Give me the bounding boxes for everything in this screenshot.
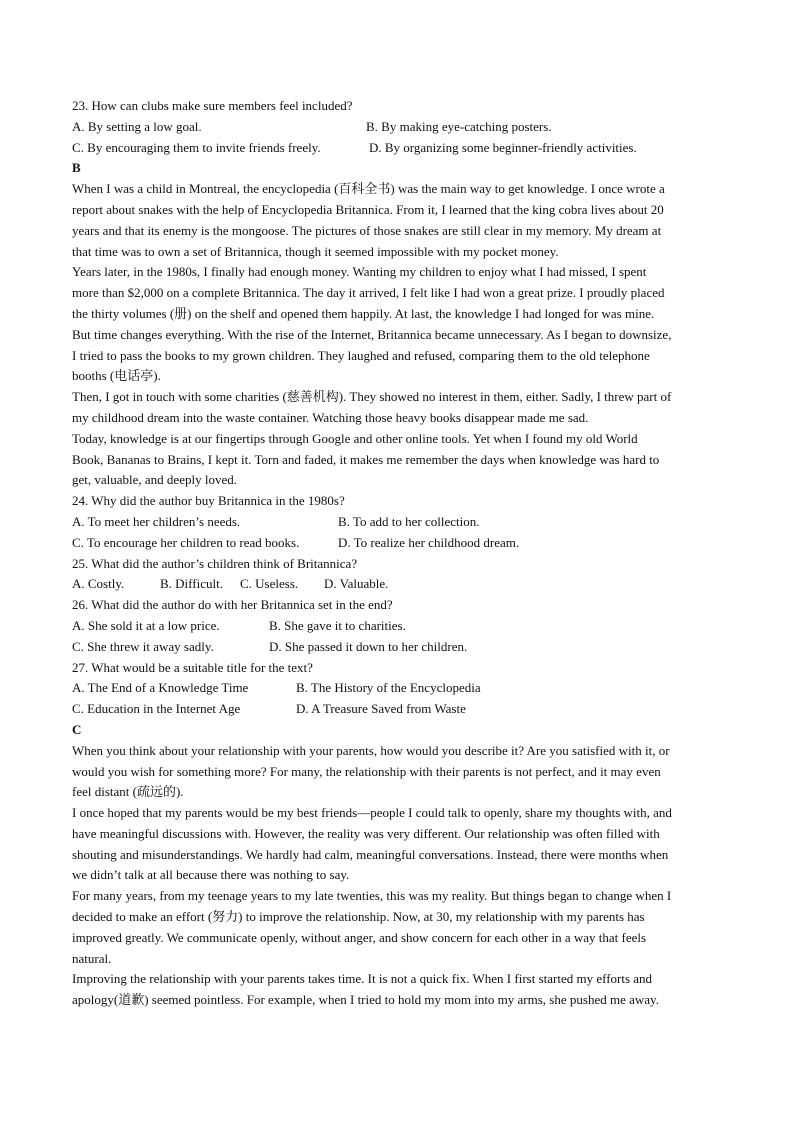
text-line: the thirty volumes (册) on the shelf and opened them happily. At last, the knowledge I had longed for was mine. [72,305,655,321]
section-c-letter: C [72,721,82,737]
q24-option-b: B. To add to her collection. [338,513,480,529]
q23-option-c: C. By encouraging them to invite friends freely. [72,139,321,155]
text-line: decided to make an effort (努力) to improve the relationship. Now, at 30, my relationship with my parents has [72,909,645,925]
section-c-paragraph-3 [72,886,722,969]
text-line: improved greatly. We communicate openly, without anger, and show concern for each other in a way that feels [72,929,647,945]
q25-option-d: D. Valuable. [324,576,389,592]
text-line: I tried to pass the books to my grown children. They laughed and refused, comparing them to the old telephone [72,347,650,363]
text-line: shouting and misunderstandings. We hardly had calm, meaningful conversations. Instead, there were months when [72,846,669,862]
q25-options-row [72,574,722,595]
q23-option-d: D. By organizing some beginner-friendly activities. [369,139,637,155]
text-line: that time was to own a set of Britannica, though it seemed impossible with my pocket money. [72,243,559,259]
section-b-letter: B [72,160,81,176]
section-b-paragraph-2 [72,262,722,387]
section-b-paragraph-1 [72,179,722,262]
question-26: 26. What did the author do with her Britannica set in the end? [72,597,393,613]
section-c-paragraph-1 [72,741,722,803]
text-line: would you wish for something more? For many, the relationship with their parents is not perfect, and it may even [72,763,661,779]
text-line: Years later, in the 1980s, I finally had enough money. Wanting my children to enjoy what I had missed, I spent [72,264,647,280]
text-line: Then, I got in touch with some charities (慈善机构). They showed no interest in them, either. Sadly, I threw part of [72,389,672,405]
text-line: I once hoped that my parents would be my best friends—people I could talk to openly, share my thoughts with, and [72,805,672,821]
q26-options-row-1 [72,616,722,637]
text-line: have meaningful discussions with. However, the reality was very different. Our relationship was often filled with [72,825,660,841]
q23-option-b: B. By making eye-catching posters. [366,118,552,134]
q23-options-row-2 [72,138,722,159]
text-line: Improving the relationship with your parents takes time. It is not a quick fix. When I first started my efforts and [72,971,653,987]
q24-option-a: A. To meet her children’s needs. [72,513,241,529]
q23-option-a: A. By setting a low goal. [72,118,202,134]
question-23: 23. How can clubs make sure members feel included? [72,98,353,113]
q24-options-row-2 [72,533,722,554]
q27-option-d: D. A Treasure Saved from Waste [296,701,466,717]
text-line: report about snakes with the help of Encyclopedia Britannica. From it, I learned that the king cobra lives about 20 [72,201,664,217]
text-line: When you think about your relationship with your parents, how would you describe it? Are you satisfied with it, or [72,742,670,758]
section-b-paragraph-3 [72,387,722,429]
question-24: 24. Why did the author buy Britannica in the 1980s? [72,493,345,509]
q26-option-b: B. She gave it to charities. [269,617,406,633]
text-line: For many years, from my teenage years to my late twenties, this was my reality. But things began to change when I [72,888,672,904]
text-line: natural. [72,950,112,966]
q24-option-c: C. To encourage her children to read books. [72,534,300,550]
q27-option-c: C. Education in the Internet Age [72,701,241,717]
q27-options-row-2 [72,699,722,720]
q25-option-c: C. Useless. [240,576,299,592]
question-25: 25. What did the author’s children think of Britannica? [72,555,358,571]
text-line: booths (电话亭). [72,368,161,384]
q25-option-a: A. Costly. [72,576,125,592]
text-line: we didn’t talk at all because there was nothing to say. [72,867,350,883]
q24-options-row-1 [72,512,722,533]
q27-options-row-1 [72,678,722,699]
q26-option-d: D. She passed it down to her children. [269,638,468,654]
text-line: my childhood dream into the waste container. Watching those heavy books disappear made me sad. [72,409,589,425]
text-line: Book, Bananas to Brains, I kept it. Torn and faded, it makes me remember the days when knowledge was hard to [72,451,660,467]
section-c-paragraph-2 [72,803,722,886]
section-b-paragraph-4 [72,429,722,491]
text-line: more than $2,000 on a complete Britannica. The day it arrived, I felt like I had won a great prize. I proudly placed [72,285,665,301]
q24-option-d: D. To realize her childhood dream. [338,534,520,550]
text-line: years and that its enemy is the mongoose. The pictures of those snakes are still clear in my memory. My dream at [72,222,662,238]
q27-option-a: A. The End of a Knowledge Time [72,680,249,696]
text-line: But time changes everything. With the rise of the Internet, Britannica became unnecessary. As I began to downsize, [72,326,672,342]
text-line: get, valuable, and deeply loved. [72,472,237,488]
question-27: 27. What would be a suitable title for the text? [72,659,313,675]
text-line: Today, knowledge is at our fingertips through Google and other online tools. Yet when I found my old World [72,430,638,446]
section-c-paragraph-4 [72,969,722,1011]
q25-option-b: B. Difficult. [160,576,223,592]
q23-options-row-1 [72,117,722,138]
text-line: apology(道歉) seemed pointless. For example, when I tried to hold my mom into my arms, she pushed me away. [72,992,659,1008]
text-line: When I was a child in Montreal, the encyclopedia (百科全书) was the main way to get knowledge. I once wrote a [72,181,665,197]
q26-option-a: A. She sold it at a low price. [72,617,220,633]
text-line: feel distant (疏远的). [72,784,184,800]
q26-options-row-2 [72,637,722,658]
q26-option-c: C. She threw it away sadly. [72,638,214,654]
q27-option-b: B. The History of the Encyclopedia [296,680,481,696]
